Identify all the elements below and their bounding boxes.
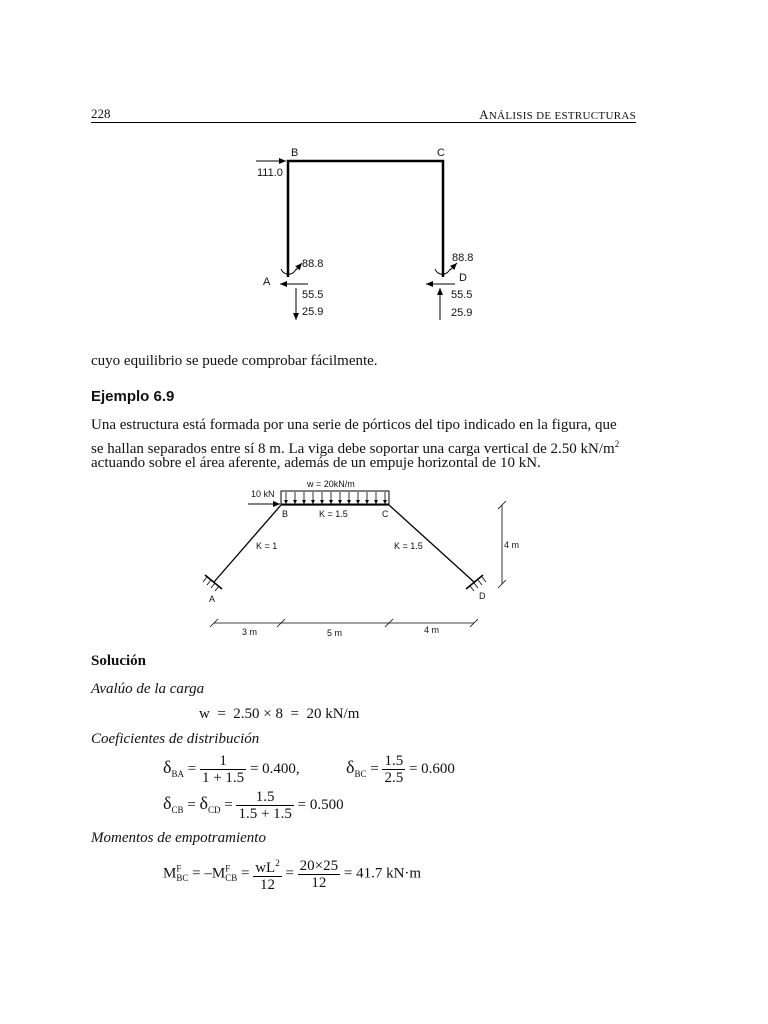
span-left-label: 3 m xyxy=(242,627,258,637)
fixed-support-a xyxy=(203,575,222,591)
height-label: 4 m xyxy=(504,540,520,550)
horizontal-force-label: 10 kN xyxy=(251,489,275,499)
node-b-label: B xyxy=(282,509,289,519)
running-title: ANÁLISIS DE ESTRUCTURAS xyxy=(479,107,636,122)
fixed-end-moment-equation: $M^F_{BC} = -M^F_{CB}$ = $\frac{wL^2}{12}$ = $\frac{20\times 25}{12}$ = 41.7 kN·m xyxy=(163,855,421,893)
delta-ba-equation: $\delta_{BA}$ = $\frac{1}{1 + 1.5}$ = 0.400, xyxy=(163,753,300,786)
moment-a-label: 88.8 xyxy=(302,258,324,270)
node-d-label: D xyxy=(459,272,467,284)
moment-d-label: 88.8 xyxy=(452,252,474,264)
reaction-d-vertical-label: 25.9 xyxy=(451,307,473,319)
fem-subheading: Momentos de empotramiento xyxy=(91,830,266,846)
load-subheading: Avalúo de la carga xyxy=(91,681,205,697)
example-heading: Ejemplo 6.9 xyxy=(91,388,175,405)
left-column-stiffness-label: K = 1 xyxy=(256,541,278,551)
span-right-label: 4 m xyxy=(424,625,440,635)
node-d-label: D xyxy=(479,591,486,601)
reaction-d-horizontal-label: 55.5 xyxy=(451,289,473,301)
node-c-label: C xyxy=(382,509,389,519)
equilibrium-text: cuyo equilibrio se puede comprobar fácilmente. xyxy=(91,353,378,369)
page-number: 228 xyxy=(91,106,111,121)
node-a-label: A xyxy=(209,594,216,604)
frame-geometry-figure xyxy=(200,475,530,645)
solution-heading: Solución xyxy=(91,653,147,669)
node-c-label: C xyxy=(437,147,445,159)
horizontal-load-label: 111.0 xyxy=(257,167,283,179)
load-equation: w = 2.50 × 8 = 20 kN/m xyxy=(199,706,360,722)
distributed-load-arrows xyxy=(286,492,385,504)
reaction-a-horizontal-label: 55.5 xyxy=(302,289,324,301)
distributed-load-box xyxy=(281,491,389,504)
node-a-label: A xyxy=(263,276,271,288)
delta-cb-equation: $\delta_{CB} = \delta_{CD}$ = $\frac{1.5}{1.5 + 1.5}$ = 0.500 xyxy=(163,789,344,822)
problem-line-3: actuando sobre el área aferente, además de un empuje horizontal de 10 kN. xyxy=(91,455,541,471)
frame-reactions-figure xyxy=(240,140,500,325)
node-b-label: B xyxy=(291,147,299,159)
problem-line-2: se hallan separados entre sí 8 m. La viga debe soportar una carga vertical de 2.50 $kN/m^2$ xyxy=(91,439,620,457)
header-rule xyxy=(91,122,636,123)
right-column-stiffness-label: K = 1.5 xyxy=(394,541,423,551)
span-mid-label: 5 m xyxy=(327,628,343,638)
delta-bc-equation: $\delta_{BC}$ = $\frac{1.5}{2.5}$ = 0.600 xyxy=(346,753,455,786)
beam-stiffness-label: K = 1.5 xyxy=(319,509,348,519)
distribution-subheading: Coeficientes de distribución xyxy=(91,731,260,747)
problem-line-1: Una estructura está formada por una serie de pórticos del tipo indicado en la figura, que xyxy=(91,417,617,433)
reaction-a-vertical-label: 25.9 xyxy=(302,306,324,318)
distributed-load-label: w = 20kN/m xyxy=(307,479,355,489)
